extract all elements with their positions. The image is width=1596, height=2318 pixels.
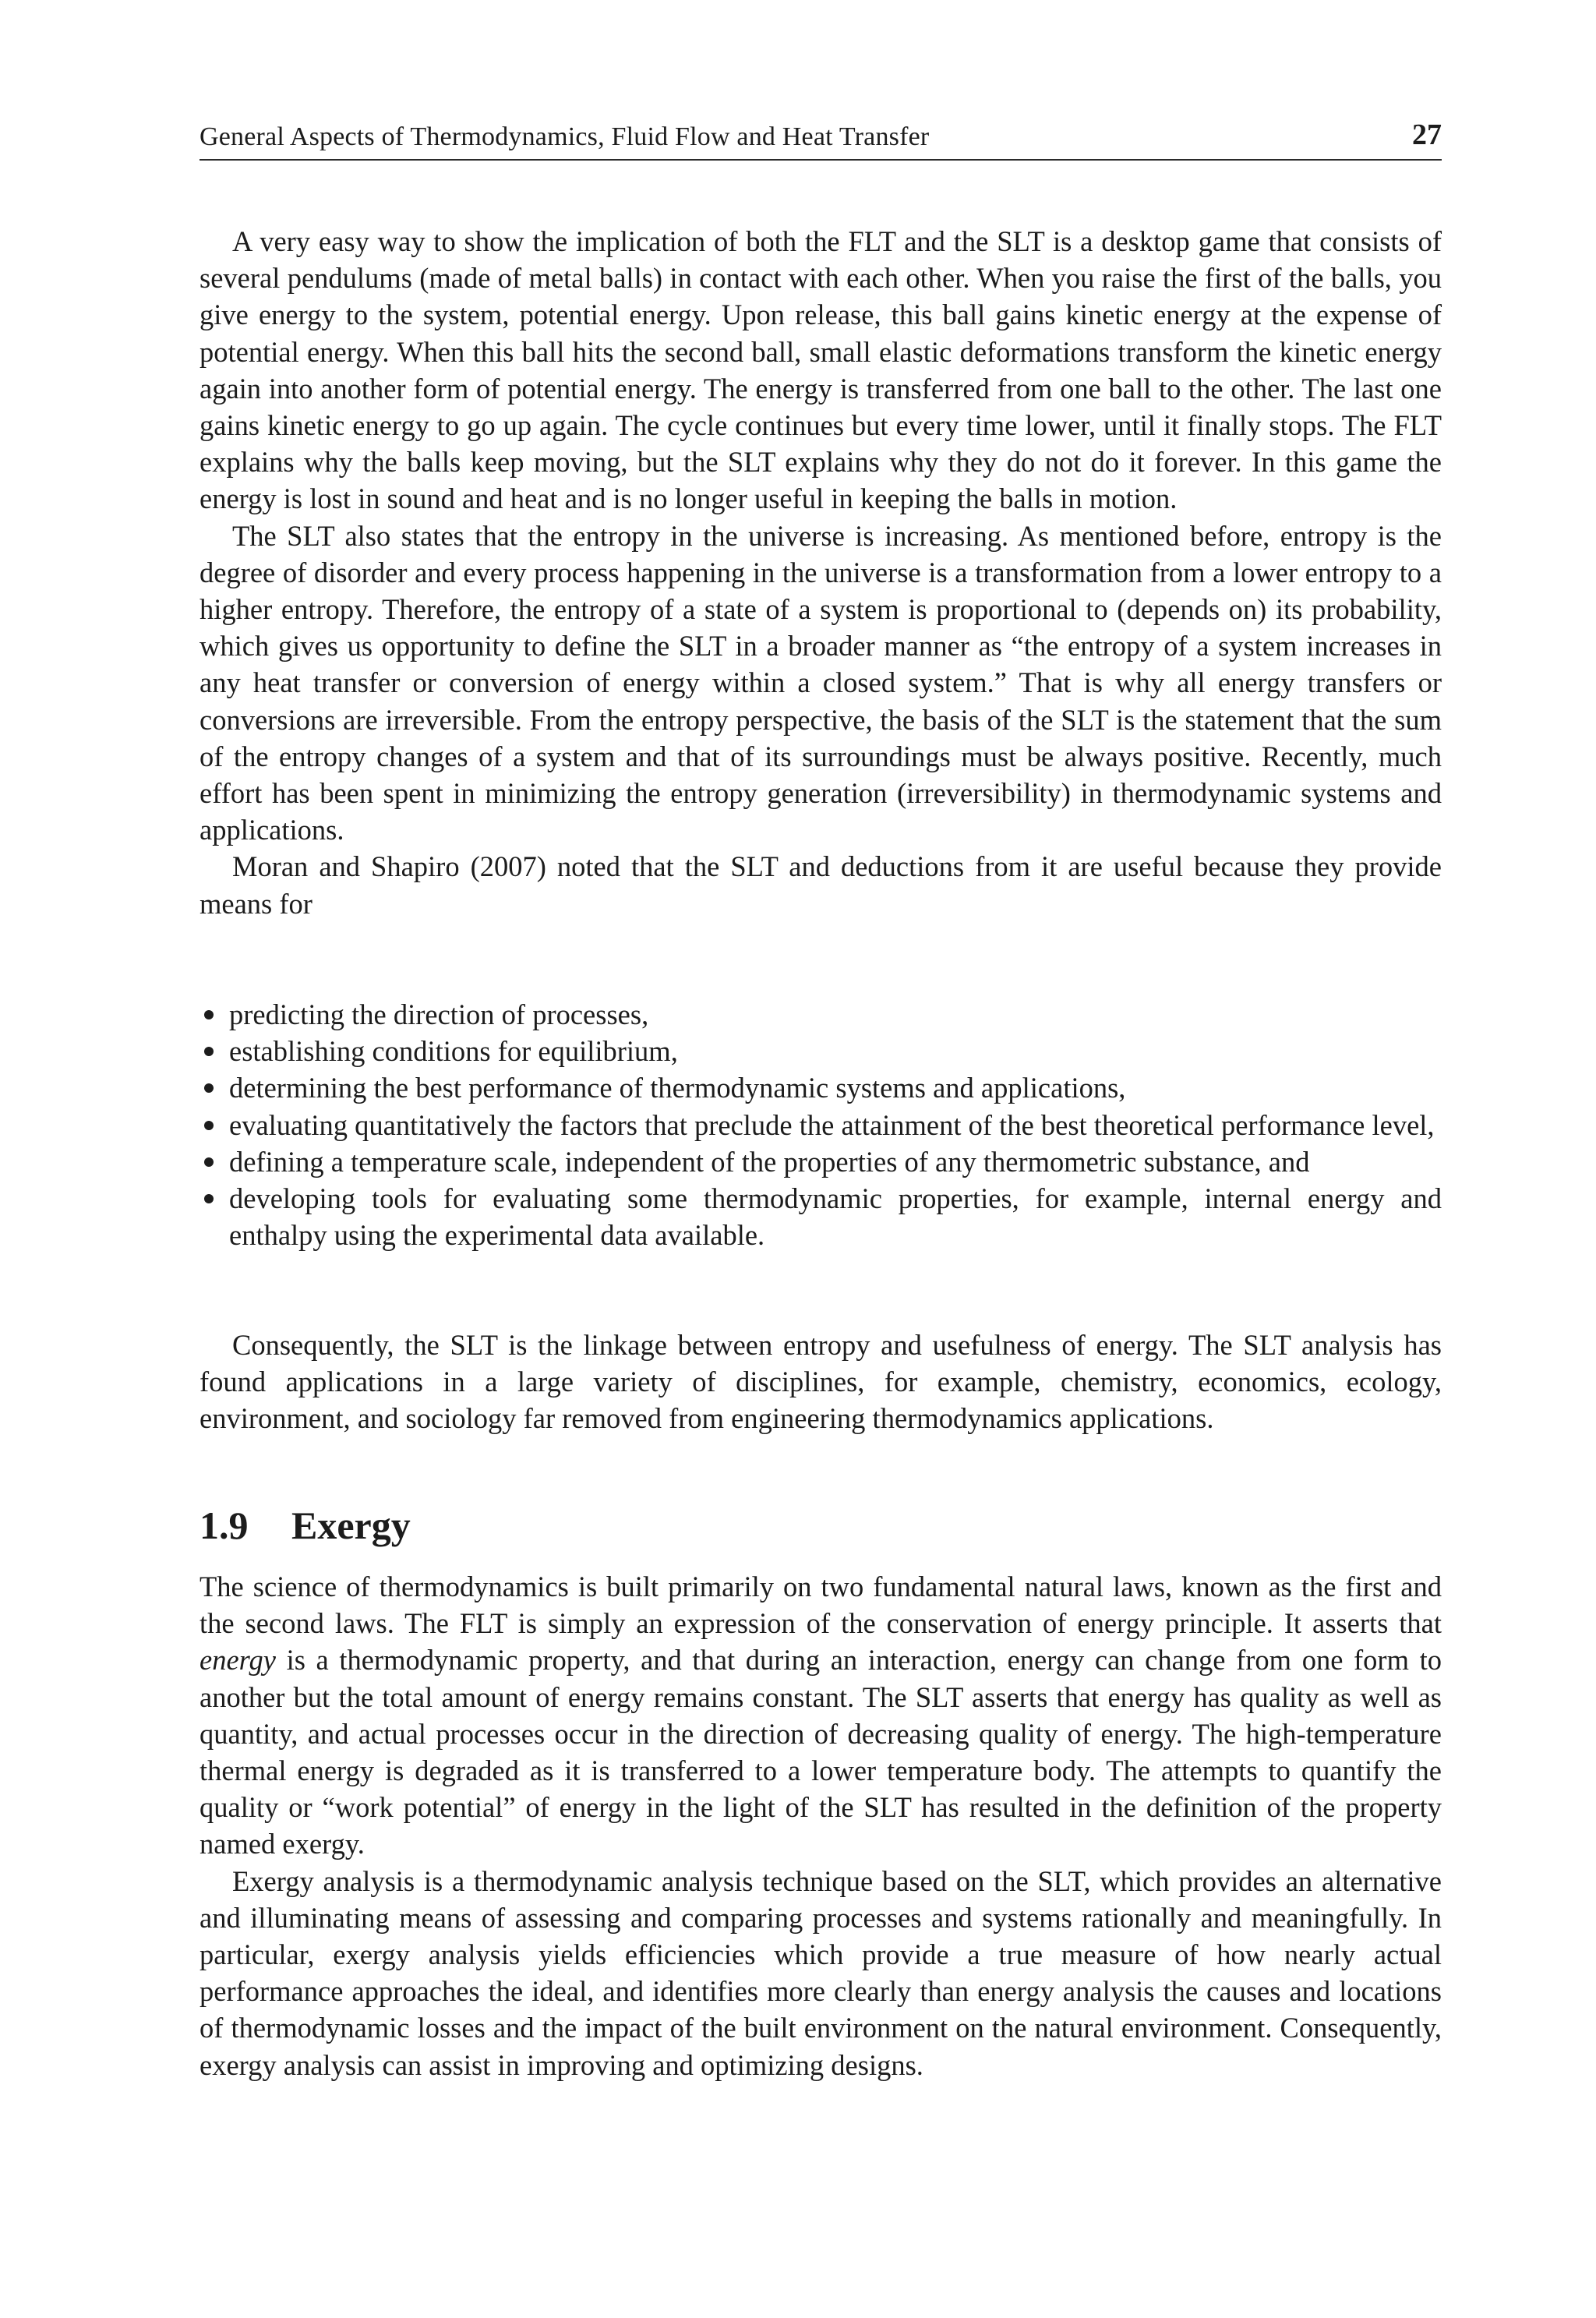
list-item-text: establishing conditions for equilibrium, [229,1035,678,1068]
bullet-list-slt-uses [200,996,1442,1253]
list-item-text: developing tools for evaluating some thermodynamic properties, for example, internal energy and enthalpy using the experimental data available. [229,1182,1442,1252]
text-block-slt [200,223,1442,922]
list-item [200,1143,1442,1180]
list-item-text: determining the best performance of thermodynamic systems and applications, [229,1072,1126,1104]
bullet-icon [204,1047,214,1056]
list-item [200,996,1442,1033]
section-title: Exergy [291,1504,411,1547]
bullet-icon [204,1194,214,1203]
bullet-icon [204,1121,214,1130]
text-block-exergy [200,1568,1442,2083]
list-item [200,1180,1442,1253]
section-heading-exergy [200,1501,411,1549]
page-number: 27 [1412,118,1442,151]
paragraph-linkage: Consequently, the SLT is the linkage between entropy and usefulness of energy. The SLT analysis has found applications in a large variety of disciplines, for example, chemistry, economics, ecology, environment, and sociology far removed from engineering thermodynamics applications. [200,1329,1442,1435]
running-header [200,115,1442,161]
paragraph-pendulum-game: A very easy way to show the implication of both the FLT and the SLT is a desktop game that consists of several pendulums (made of metal balls) in contact with each other. When you raise the first of the balls, you give energy to the system, potential energy. Upon release, this ball gains kinetic energy at the expense of potential energy. When this ball hits the second ball, small elastic deformations transform the kinetic energy again into another form of potential energy. The energy is transferred from one ball to the other. The last one gains kinetic energy to go up again. The cycle continues but every time lower, until it finally stops. The FLT explains why the balls keep moving, but the SLT explains why they do not do it forever. In this game the energy is lost in sound and heat and is no longer useful in keeping the balls in motion. [200,225,1442,515]
section-number: 1.9 [200,1504,249,1547]
list-item [200,1107,1442,1143]
paragraph-text-end: is a thermodynamic property, and that during an interaction, energy can change from one form to another but the total amount of energy remains constant. The SLT asserts that energy has quality as well as quantity, and actual processes occur in the direction of decreasing quality of energy. The high-temperature thermal energy is degraded as it is transferred to a lower temperature body. The attempts to quantify the quality or “work potential” of energy in the light of the SLT has resulted in the definition of the property named exergy. [200,1644,1442,1860]
bullet-icon [204,1083,214,1093]
paragraph-moran-shapiro: Moran and Shapiro (2007) noted that the SLT and deductions from it are useful because they provide means for [200,850,1442,920]
italic-term-energy: energy [200,1644,276,1677]
paragraph-exergy-analysis: Exergy analysis is a thermodynamic analysis technique based on the SLT, which provides an alternative and illuminating means of assessing and comparing processes and systems rationally and meaningfully. In particular, exergy analysis yields efficiencies which provide a true measure of how nearly actual performance approaches the ideal, and identifies more clearly than energy analysis the causes and locations of thermodynamic losses and the impact of the built environment on the natural environment. Consequently, exergy analysis can assist in improving and optimizing designs. [200,1864,1442,2081]
paragraph-text-start: The science of thermodynamics is built primarily on two fundamental natural laws, known as the first and the second laws. The FLT is simply an expression of the conservation of energy principle. It asserts that [200,1571,1442,1640]
bullet-icon [204,1010,214,1019]
running-title: General Aspects of Thermodynamics, Fluid Flow and Heat Transfer [200,122,930,151]
list-item [200,1033,1442,1069]
list-item [200,1069,1442,1106]
paragraph-thermodynamics-laws [200,1568,1442,1863]
paragraph-entropy: The SLT also states that the entropy in the universe is increasing. As mentioned before, entropy is the degree of disorder and every process happening in the universe is a transformation from a lower entropy to a higher entropy. Therefore, the entropy of a state of a system is proportional to (depends on) its probability, which gives us opportunity to define the SLT in a broader manner as “the entropy of a system increases in any heat transfer or conversion of energy within a closed system.” That is why all energy transfers or conversions are irreversible. From the entropy perspective, the basis of the SLT is the statement that the sum of the entropy changes of a system and that of its surroundings must be always positive. Recently, much effort has been spent in minimizing the entropy generation (irreversibility) in thermodynamic systems and applications. [200,519,1442,846]
list-item-text: evaluating quantitatively the factors that preclude the attainment of the best theoretical performance level, [229,1108,1435,1141]
text-block-consequently [200,1327,1442,1437]
list-item-text: predicting the direction of processes, [229,998,649,1030]
bullet-icon [204,1157,214,1167]
list-item-text: defining a temperature scale, independent of the properties of any thermometric substance, and [229,1145,1310,1178]
